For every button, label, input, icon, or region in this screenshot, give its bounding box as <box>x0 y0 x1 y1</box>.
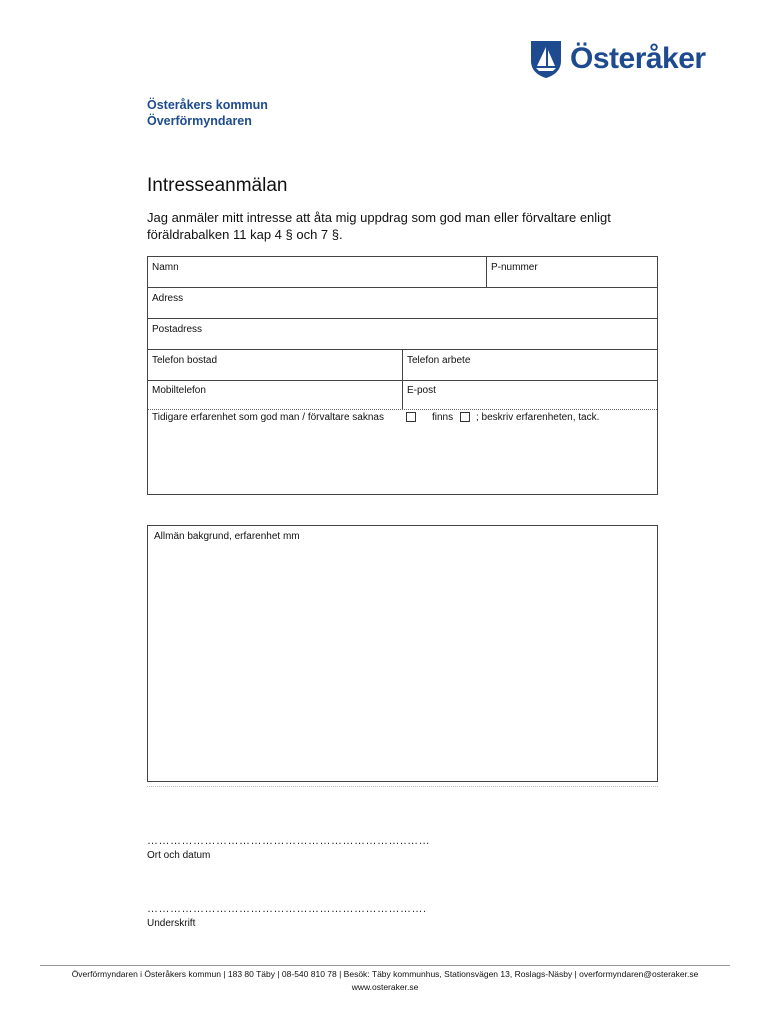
intro-text: Jag anmäler mitt intresse att åta mig uppdrag som god man eller förvaltare enligt föräldrabalken 11 kap 4 § och 7 §. <box>147 210 611 242</box>
row-namn <box>148 257 657 288</box>
signature-label: Underskrift <box>147 918 196 929</box>
experience-description-area[interactable] <box>148 425 657 494</box>
postadress-label: Postadress <box>152 324 203 335</box>
divider <box>147 786 658 787</box>
pnummer-field[interactable] <box>486 257 657 287</box>
background-label: Allmän bakgrund, erfarenhet mm <box>154 531 300 542</box>
logo <box>528 36 728 82</box>
experience-missing-label: Tidigare erfarenhet som god man / förvaltare saknas <box>152 412 384 423</box>
experience-row <box>148 409 657 424</box>
place-date-label: Ort och datum <box>147 850 211 861</box>
row-postadress <box>148 319 657 350</box>
experience-describe-label: ; beskriv erfarenheten, tack. <box>476 412 600 423</box>
telefon-bostad-label: Telefon bostad <box>152 355 218 366</box>
namn-field[interactable] <box>148 257 486 287</box>
organization-header <box>147 97 268 129</box>
mobiltelefon-field[interactable] <box>148 380 402 409</box>
footer-contact: Överförmyndaren i Österåkers kommun | 183 80 Täby | 08-540 810 78 | Besök: Täby kommunhus, Stationsvägen 13, Roslags-Näsby | overformyndaren@osteraker.se <box>71 969 699 979</box>
place-date-line[interactable]: …………………………………………………………..…… <box>147 835 431 847</box>
telefon-bostad-field[interactable] <box>148 350 402 380</box>
adress-field[interactable] <box>148 288 657 318</box>
logo-text: Österåker <box>570 42 706 75</box>
signature-line[interactable]: ………………………………………………………………. <box>147 903 427 915</box>
pnummer-label: P-nummer <box>491 262 538 273</box>
experience-exists-checkbox[interactable] <box>460 412 470 422</box>
row-telefon <box>148 350 657 381</box>
org-name: Österåkers kommun <box>147 98 268 112</box>
adress-label: Adress <box>152 293 184 304</box>
footer-website: www.osteraker.se <box>351 982 419 992</box>
footer-divider <box>40 965 730 966</box>
epost-field[interactable] <box>402 380 657 409</box>
application-form <box>147 256 658 495</box>
org-department: Överförmyndaren <box>147 114 252 128</box>
sailboat-shield-icon <box>528 39 564 79</box>
background-box[interactable] <box>147 525 658 782</box>
experience-missing-checkbox[interactable] <box>406 412 416 422</box>
row-mobil <box>148 380 657 409</box>
page-title: Intresseanmälan <box>147 175 288 196</box>
namn-label: Namn <box>152 262 179 273</box>
experience-exists-label: finns <box>432 412 454 423</box>
epost-label: E-post <box>407 385 436 396</box>
mobiltelefon-label: Mobiltelefon <box>152 385 206 396</box>
footer <box>40 968 730 994</box>
telefon-arbete-label: Telefon arbete <box>407 355 471 366</box>
row-adress <box>148 288 657 319</box>
postadress-field[interactable] <box>148 319 657 349</box>
telefon-arbete-field[interactable] <box>402 350 657 380</box>
